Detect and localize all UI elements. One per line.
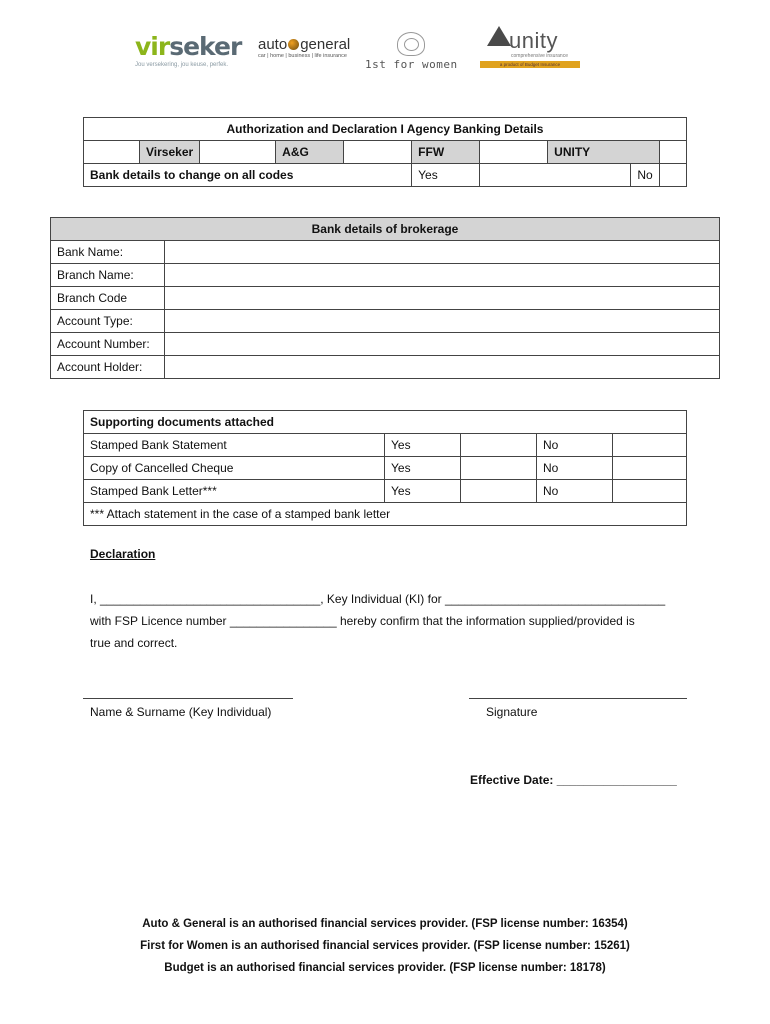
footer-line-2: First for Women is an authorised financial services provider. (FSP license number: 15261) (140, 940, 630, 952)
doc-label-bank-letter: Stamped Bank Letter*** (84, 480, 385, 503)
doc-no-checkbox[interactable] (613, 457, 687, 480)
auto-general-logo-suffix: general (300, 36, 351, 53)
account-holder-field[interactable] (165, 356, 720, 379)
doc-yes-label: Yes (385, 480, 461, 503)
brand-checkbox-ffw[interactable] (344, 141, 412, 164)
account-type-field[interactable] (165, 310, 720, 333)
brand-checkbox-unity[interactable] (480, 141, 548, 164)
brand-checkbox-ag[interactable] (200, 141, 276, 164)
brand-label-ffw: FFW (412, 141, 480, 164)
declaration-line-2[interactable]: with FSP Licence number ________________ hereby confirm that the information supplied/provided is (90, 614, 635, 628)
name-surname-label: Name & Surname (Key Individual) (90, 705, 272, 719)
branch-name-label: Branch Name: (51, 264, 165, 287)
bank-name-label: Bank Name: (51, 241, 165, 264)
doc-label-bank-statement: Stamped Bank Statement (84, 434, 385, 457)
auto-general-logo-prefix: auto (258, 36, 288, 53)
auto-general-dot-icon (288, 39, 299, 50)
bank-change-yes-checkbox[interactable] (480, 164, 631, 187)
footer-line-3: Budget is an authorised financial services provider. (FSP license number: 18178) (164, 962, 606, 974)
auto-general-logo (258, 36, 350, 59)
branch-code-label: Branch Code (51, 287, 165, 310)
doc-yes-checkbox[interactable] (461, 457, 537, 480)
doc-no-label: No (537, 434, 613, 457)
authorization-title: Authorization and Declaration I Agency Banking Details (84, 118, 687, 141)
auto-general-tagline: car | home | business | life insurance (258, 53, 347, 59)
doc-yes-label: Yes (385, 434, 461, 457)
doc-yes-checkbox[interactable] (461, 434, 537, 457)
account-number-label: Account Number: (51, 333, 165, 356)
doc-yes-checkbox[interactable] (461, 480, 537, 503)
virseker-tagline: Jou versekering, jou keuse, perfek. (135, 62, 229, 68)
bank-details-table (50, 217, 720, 379)
brand-extra-cell[interactable] (659, 141, 686, 164)
bank-change-label: Bank details to change on all codes (84, 164, 412, 187)
virseker-logo-suffix: seker (169, 32, 242, 61)
logo-strip (135, 20, 595, 75)
branch-code-field[interactable] (165, 287, 720, 310)
bank-change-yes-label: Yes (412, 164, 480, 187)
account-holder-label: Account Holder: (51, 356, 165, 379)
unity-brand: unity (509, 28, 558, 53)
brand-label-ag: A&G (276, 141, 344, 164)
brand-checkbox-virseker[interactable] (84, 141, 140, 164)
supporting-documents-title: Supporting documents attached (84, 411, 687, 434)
bank-change-no-checkbox[interactable] (659, 164, 686, 187)
authorization-table (83, 117, 687, 187)
brand-label-virseker: Virseker (140, 141, 200, 164)
doc-no-checkbox[interactable] (613, 480, 687, 503)
doc-no-label: No (537, 480, 613, 503)
account-number-field[interactable] (165, 333, 720, 356)
first-for-women-brand: 1st for women (365, 58, 458, 71)
name-signature-line[interactable] (83, 698, 293, 699)
doc-no-checkbox[interactable] (613, 434, 687, 457)
signature-label: Signature (486, 705, 538, 719)
bank-name-field[interactable] (165, 241, 720, 264)
declaration-heading: Declaration (90, 547, 156, 561)
doc-label-cancelled-cheque: Copy of Cancelled Cheque (84, 457, 385, 480)
doc-yes-label: Yes (385, 457, 461, 480)
bank-change-no-label: No (631, 164, 659, 187)
first-for-women-logo (365, 32, 458, 71)
declaration-line-1[interactable]: I, _________________________________, Key Individual (KI) for _________________________________ (90, 592, 666, 606)
unity-subtitle: comprehensive insurance (511, 53, 568, 59)
branch-name-field[interactable] (165, 264, 720, 287)
account-type-label: Account Type: (51, 310, 165, 333)
signature-line[interactable] (469, 698, 687, 699)
virseker-logo-prefix: vir (135, 32, 170, 61)
bank-details-title: Bank details of brokerage (51, 218, 720, 241)
unity-emblem-icon (487, 26, 511, 46)
footer-line-1: Auto & General is an authorised financial services provider. (FSP license number: 16354) (142, 918, 628, 930)
effective-date[interactable]: Effective Date: __________________ (470, 773, 677, 787)
documents-note: *** Attach statement in the case of a stamped bank letter (84, 503, 687, 526)
brand-label-unity: UNITY (548, 141, 660, 164)
unity-bar: a product of Budget Insurance (480, 61, 580, 68)
doc-no-label: No (537, 457, 613, 480)
supporting-documents-table (83, 410, 687, 526)
virseker-logo (135, 32, 241, 68)
first-for-women-emblem-icon (397, 32, 425, 56)
declaration-line-3: true and correct. (90, 636, 178, 650)
